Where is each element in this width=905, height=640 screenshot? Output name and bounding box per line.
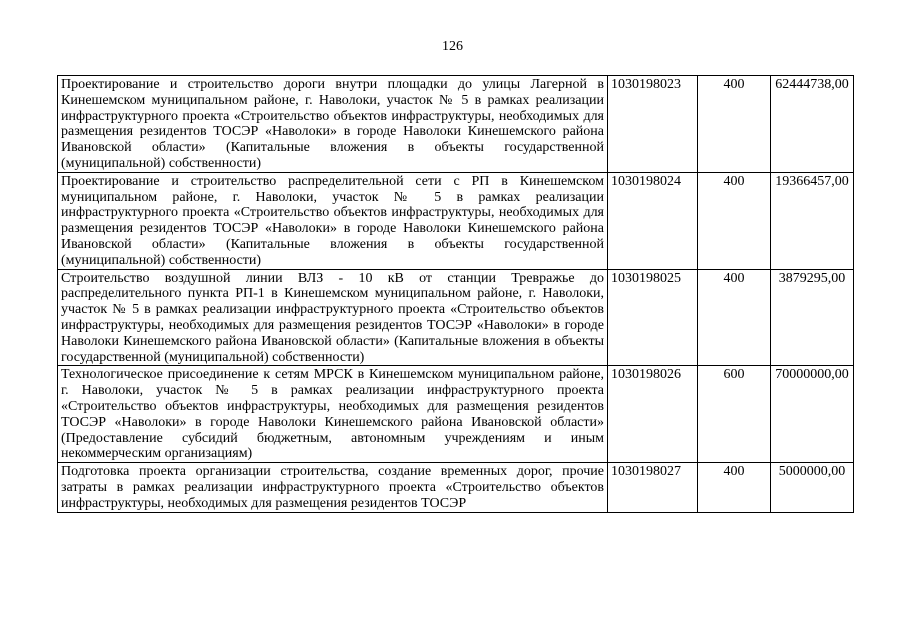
table-row xyxy=(58,366,854,463)
table-row xyxy=(58,269,854,366)
table-row xyxy=(58,172,854,269)
expense-type-code: 600 xyxy=(698,366,771,463)
amount-value: 19366457,00 xyxy=(771,172,854,269)
target-item-code: 1030198026 xyxy=(608,366,698,463)
target-item-code: 1030198025 xyxy=(608,269,698,366)
amount-value: 62444738,00 xyxy=(771,76,854,173)
amount-value: 5000000,00 xyxy=(771,463,854,512)
amount-value: 3879295,00 xyxy=(771,269,854,366)
row-description: Подготовка проекта организации строительства, создание временных дорог, прочие затраты в рамках реализации инфраструктурного проекта «Строительство объектов инфраструктуры, необходимых для размещения резидентов ТОСЭР xyxy=(58,463,608,512)
table-row xyxy=(58,463,854,512)
row-description: Технологическое присоединение к сетям МРСК в Кинешемском муниципальном районе, г. Наволоки, участок № 5 в рамках реализации инфраструктурного проекта «Строительство объектов инфраструктуры, необходимых для размещения резидентов ТОСЭР «Наволоки» в городе Наволоки Кинешемского района Ивановской области» (Предоставление субсидий бюджетным, автономным учреждениям и иным некоммерческим организациям) xyxy=(58,366,608,463)
target-item-code: 1030198023 xyxy=(608,76,698,173)
row-description: Строительство воздушной линии ВЛЗ - 10 кВ от станции Тревражье до распределительного пункта РП-1 в Кинешемском муниципальном районе, г. Наволоки, участок № 5 в рамках реализации инфраструктурного проекта «Строительство объектов инфраструктуры, необходимых для размещения резидентов ТОСЭР «Наволоки» в городе Наволоки Кинешемского района Ивановской области» (Капитальные вложения в объекты государственной (муниципальной) собственности) xyxy=(58,269,608,366)
expense-type-code: 400 xyxy=(698,76,771,173)
target-item-code: 1030198024 xyxy=(608,172,698,269)
row-description: Проектирование и строительство дороги внутри площадки до улицы Лагерной в Кинешемском муниципальном районе, г. Наволоки, участок № 5 в рамках реализации инфраструктурного проекта «Строительство объектов инфраструктуры, необходимых для размещения резидентов ТОСЭР «Наволоки» в городе Наволоки Кинешемского района Ивановской области» (Капитальные вложения в объекты государственной (муниципальной) собственности) xyxy=(58,76,608,173)
expense-type-code: 400 xyxy=(698,269,771,366)
amount-value: 70000000,00 xyxy=(771,366,854,463)
row-description: Проектирование и строительство распределительной сети с РП в Кинешемском муниципальном районе, г. Наволоки, участок № 5 в рамках реализации инфраструктурного проекта «Строительство объектов инфраструктуры, необходимых для размещения резидентов ТОСЭР «Наволоки» в городе Наволоки Кинешемского района Ивановской области» (Капитальные вложения в объекты государственной (муниципальной) собственности) xyxy=(58,172,608,269)
expense-type-code: 400 xyxy=(698,172,771,269)
target-item-code: 1030198027 xyxy=(608,463,698,512)
expense-type-code: 400 xyxy=(698,463,771,512)
budget-table xyxy=(57,75,854,513)
page-number: 126 xyxy=(442,39,463,54)
table-row xyxy=(58,76,854,173)
